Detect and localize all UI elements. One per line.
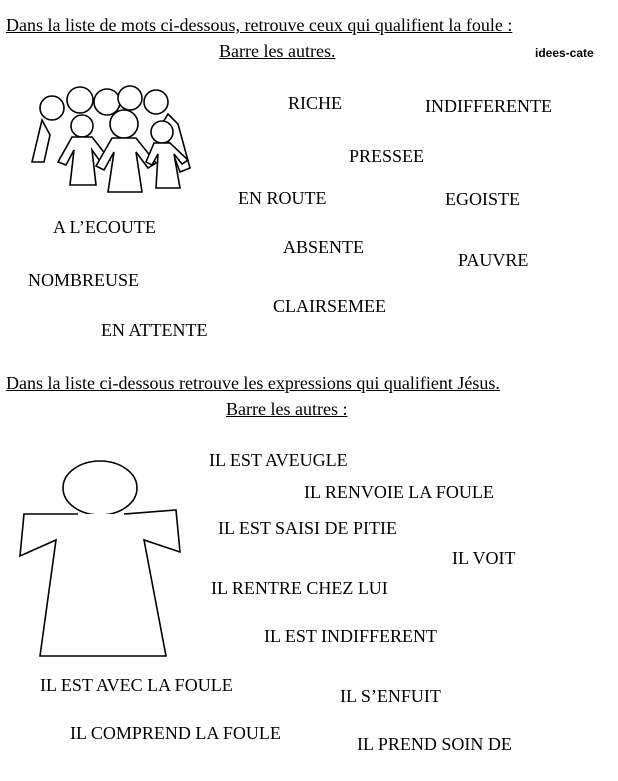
word-nombreuse: NOMBREUSE bbox=[28, 270, 140, 290]
word-indifferente: INDIFFERENTE bbox=[425, 96, 552, 116]
word-absente: ABSENTE bbox=[283, 237, 364, 257]
brand-label: idees-cate bbox=[535, 46, 594, 60]
word-pressee: PRESSEE bbox=[349, 146, 425, 166]
instruction-crowd-line2: Barre les autres. bbox=[219, 41, 336, 61]
word-pauvre: PAUVRE bbox=[458, 250, 529, 270]
word-egoiste: EGOISTE bbox=[445, 189, 520, 209]
expr-renvoie-la-foule: IL RENVOIE LA FOULE bbox=[304, 482, 494, 502]
expr-comprend-la-foule: IL COMPREND LA FOULE bbox=[70, 723, 281, 743]
expr-indifferent: IL EST INDIFFERENT bbox=[264, 626, 437, 646]
word-clairsemee: CLAIRSEMEE bbox=[273, 296, 387, 316]
crowd-drawing-icon bbox=[30, 80, 195, 195]
expr-prend-soin-de: IL PREND SOIN DE bbox=[357, 734, 512, 754]
instruction-crowd-line1: Dans la liste de mots ci-dessous, retrouve ceux qui qualifient la foule : bbox=[6, 15, 513, 35]
word-en-attente: EN ATTENTE bbox=[101, 320, 208, 340]
word-en-route: EN ROUTE bbox=[238, 188, 327, 208]
word-riche: RICHE bbox=[288, 93, 342, 113]
word-a-lecoute: A L’ECOUTE bbox=[53, 217, 156, 237]
instruction-jesus-line2: Barre les autres : bbox=[226, 399, 348, 419]
expr-aveugle: IL EST AVEUGLE bbox=[209, 450, 348, 470]
expr-il-voit: IL VOIT bbox=[452, 548, 516, 568]
expr-rentre-chez-lui: IL RENTRE CHEZ LUI bbox=[211, 578, 388, 598]
expr-avec-la-foule: IL EST AVEC LA FOULE bbox=[40, 675, 233, 695]
person-drawing-icon bbox=[18, 460, 183, 660]
expr-saisi-de-pitie: IL EST SAISI DE PITIE bbox=[218, 518, 397, 538]
instruction-jesus-line1: Dans la liste ci-dessous retrouve les expressions qui qualifient Jésus. bbox=[6, 373, 500, 393]
expr-senfuit: IL S’ENFUIT bbox=[340, 686, 441, 706]
